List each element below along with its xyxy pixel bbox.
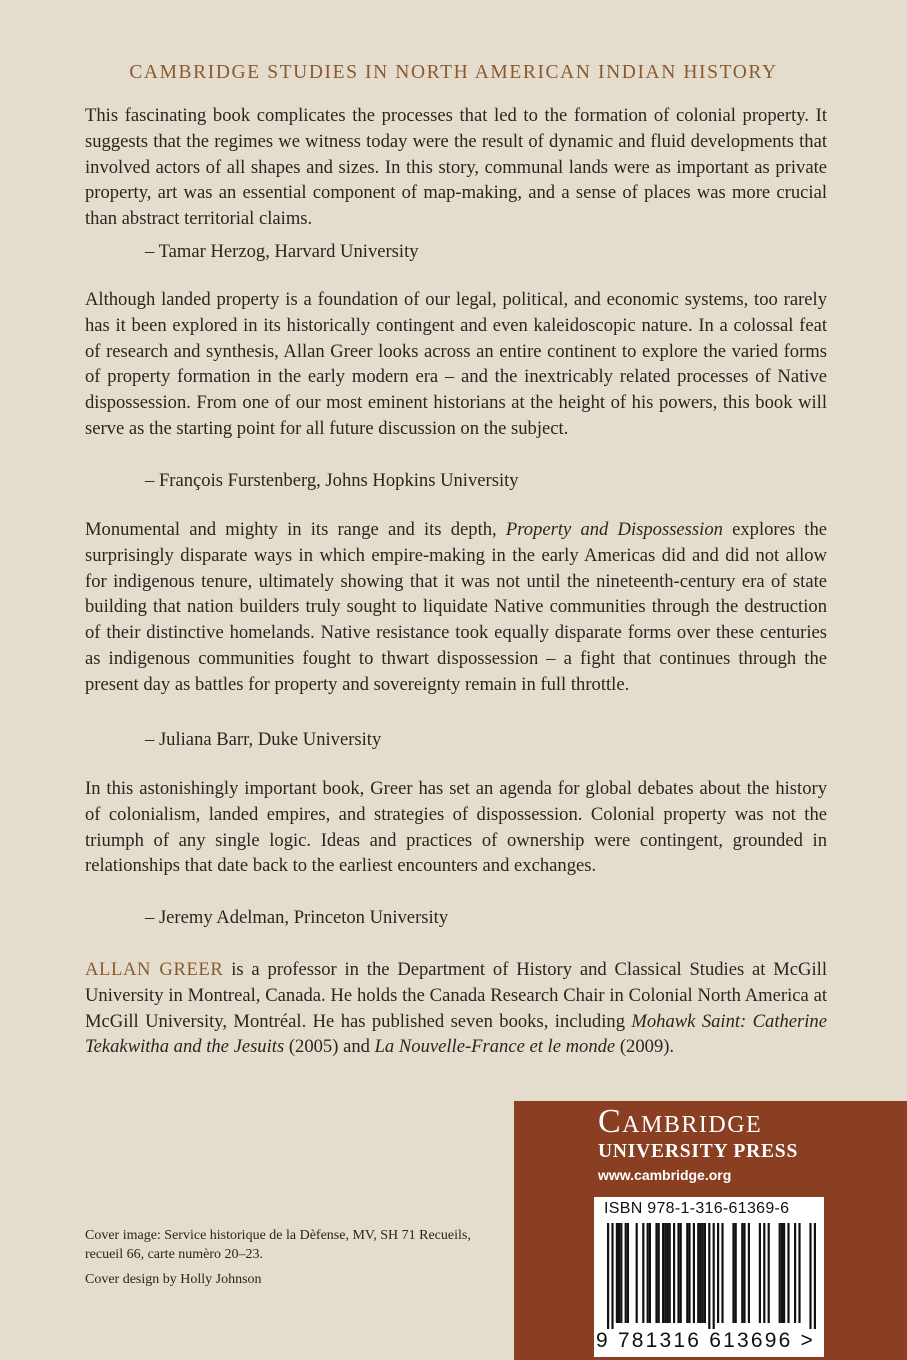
barcode-bar [798,1223,800,1323]
blurb-furstenberg: Although landed property is a foundation of our legal, political, and economic systems, too rarely has it been explored in its historically contingent and even kaleidoscopic nature. In a colossal feat of research and synthesis, Allan Greer looks across an entire continent to explore the varied forms of property formation in the early modern era – and the inextricably related processes of Native dispossession. From one of our most eminent historians at the height of his powers, this book will serve as the starting point for all future discussion on the subject. [85,289,827,439]
blurb-barr-text-after: explores the surprisingly disparate ways in which empire-making in the early Americas did and did not allow for indigenous tenure, ultimately showing that it was not until the nineteenth-century era of state building that nation builders truly sought to liquidate Native communities through the destruction of their distinctive homelands. Native resistance took equally disparate forms over these centuries as indigenous communities fought to thwart dispossession – a fight that continues through the present day as battles for property and sovereignty remain in full throttle. [85,519,827,695]
barcode-bar [693,1223,695,1323]
barcode-bar [642,1223,644,1323]
barcode-bar [688,1223,690,1323]
publisher-name-text: Cambridge [598,1103,763,1140]
barcode-bar [702,1223,704,1323]
barcode-bar [781,1223,783,1323]
attribution-herzog: – Tamar Herzog, Harvard University [145,241,419,262]
barcode-bar [664,1223,666,1323]
barcode-bar [743,1223,745,1323]
cover-image-credit: Cover image: Service historique de la Dèfense, MV, SH 71 Recueils, recueil 66, carte numèro 20–23. [85,1228,471,1262]
barcode-bar [669,1223,671,1323]
barcode-bar [768,1223,770,1323]
attribution-barr: – Juliana Barr, Duke University [145,729,382,750]
barcode-bar [620,1223,622,1323]
barcode-bar [616,1223,618,1323]
book-title-property-and-dispossession: Property and Dispossession [505,519,723,540]
book-title-nouvelle-france: La Nouvelle-France et le monde [374,1036,616,1058]
barcode-bar [618,1223,620,1323]
publisher-name [598,1103,762,1141]
blurb-herzog: This fascinating book complicates the processes that led to the formation of colonial property. It suggests that the regimes we witness today were the result of dynamic and fluid developments that involved actors of all shapes and sizes. In this story, communal lands were as important as private property, art was an essential component of map-making, and a sense of places was more crucial than abstract territorial claims. [85,105,827,230]
barcode-bar [680,1223,682,1323]
barcode-bar [607,1223,609,1329]
barcode-bar [699,1223,701,1323]
barcode-bar [666,1223,668,1323]
barcode-bar [649,1223,651,1323]
barcode-bar [611,1223,613,1329]
barcode-bar [763,1223,765,1323]
barcode-bar [721,1223,723,1323]
barcode-bar [741,1223,743,1323]
author-bio [85,957,827,1060]
barcode-panel [594,1197,824,1357]
blurb-barr [85,517,827,698]
barcode-bar [814,1223,816,1329]
blurb-barr-text-before: Monumental and mighty in its range and its depth, [85,519,497,540]
barcode-bar [708,1223,710,1329]
barcode-bar [627,1223,629,1323]
barcode-bar [658,1223,660,1323]
barcode-bar [735,1223,737,1323]
barcode-bar [704,1223,706,1323]
barcode-bar [787,1223,789,1323]
book-title-mohawk-saint: Mohawk Saint: Catherine Tekakwitha and the Jesuits [85,1010,827,1058]
barcode-bar [759,1223,761,1323]
barcode-bar [673,1223,675,1323]
barcode-bar [748,1223,750,1323]
barcode-bar [677,1223,679,1323]
isbn-label: ISBN 978-1-316-61369-6 [604,1200,790,1217]
barcode-bar [625,1223,627,1323]
book-year-1: (2005) and [288,1036,370,1058]
barcode-bar [779,1223,781,1323]
publisher-url[interactable]: www.cambridge.org [598,1167,732,1183]
publisher-subtitle: UNIVERSITY PRESS [598,1141,799,1162]
barcode-bar [662,1223,664,1323]
author-bio-text: is a professor in the Department of History and Classical Studies at McGill University in Montreal, Canada. He holds the Canada Research Chair in Colonial North America at McGill University, Montréal. He has published seven books, including [85,959,827,1032]
barcode-bar [713,1223,715,1329]
cover-design-credit: Cover design by Holly Johnson [85,1272,262,1287]
cover-credits [85,1227,485,1297]
barcode-bar [636,1223,638,1323]
blurb-adelman: In this astonishingly important book, Greer has set an agenda for global debates about the history of colonialism, landed empires, and strategies of dispossession. Colonial property was not the triumph of any single logic. Ideas and practices of ownership were contingent, grounded in relationships that date back to the earliest encounters and exchanges. [85,778,827,877]
barcode-bar [783,1223,785,1323]
barcode-bar [732,1223,734,1323]
attribution-adelman: – Jeremy Adelman, Princeton University [145,907,449,928]
barcode-bar [686,1223,688,1323]
barcode-bar [655,1223,657,1323]
attribution-furstenberg: – François Furstenberg, Johns Hopkins University [145,470,519,491]
author-name: ALLAN GREER [85,959,224,980]
publisher-block [514,1101,907,1360]
barcode-bar [794,1223,796,1323]
series-title: CAMBRIDGE STUDIES IN NORTH AMERICAN INDIAN HISTORY [129,62,778,83]
book-year-2: (2009). [619,1036,675,1058]
barcode-bar [717,1223,719,1323]
barcode-bar [809,1223,811,1329]
ean-digits: 9 781316 613696 > [596,1329,815,1352]
barcode [594,1221,824,1329]
barcode-bar [647,1223,649,1323]
barcode-bar [697,1223,699,1323]
